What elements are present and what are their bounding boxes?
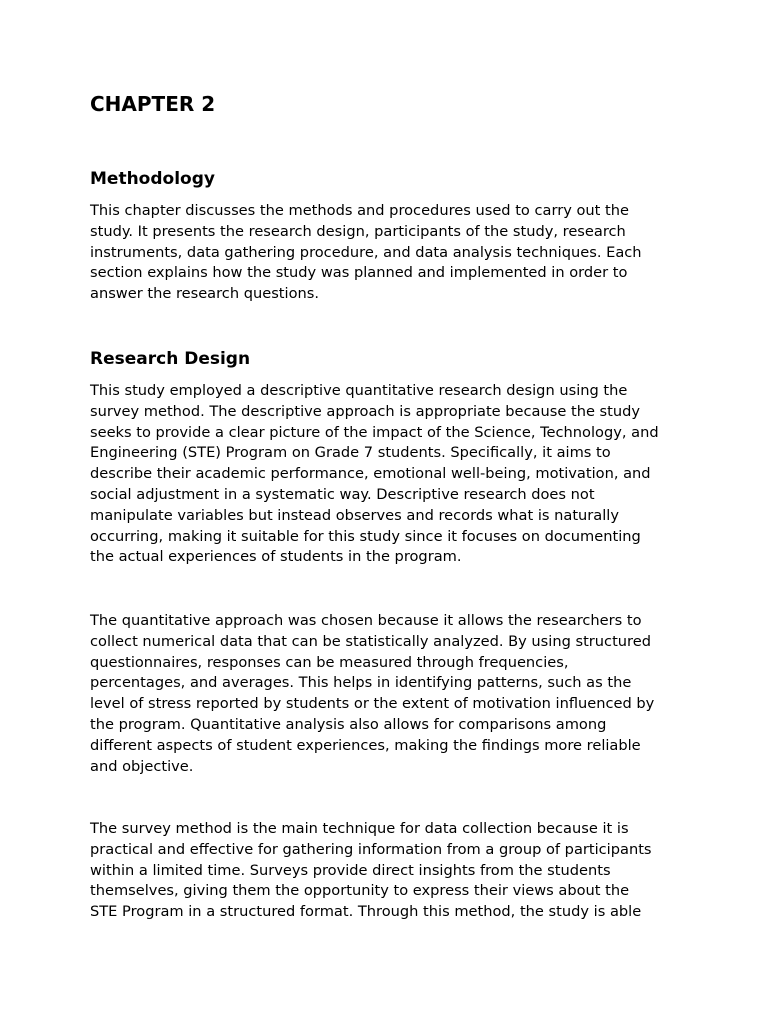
text-line: questionnaires, responses can be measured through frequencies, [90,653,569,671]
text-line: study. It presents the research design, participants of the study, research [90,222,626,240]
text-line: STE Program in a structured format. Through this method, the study is able [90,903,642,921]
research-design-paragraph-3 [90,819,690,923]
text-line: themselves, giving them the opportunity to express their views about the [90,882,630,900]
text-line: within a limited time. Surveys provide direct insights from the students [90,861,611,879]
text-line: The quantitative approach was chosen because it allows the researchers to [90,612,642,629]
text-line: the actual experiences of students in the program. [90,548,462,566]
text-line: social adjustment in a systematic way. Descriptive research does not [90,485,595,503]
text-line: describe their academic performance, emotional well-being, motivation, and [90,465,651,483]
text-line: level of stress reported by students or the extent of motivation influenced by [90,695,655,713]
text-line: manipulate variables but instead observes and records what is naturally [90,506,619,524]
text-line: survey method. The descriptive approach is appropriate because the study [90,402,641,420]
text-line: percentages, and averages. This helps in identifying patterns, such as the [90,674,632,692]
text-line: different aspects of student experiences, making the findings more reliable [90,736,641,754]
text-line: occurring, making it suitable for this study since it focuses on documenting [90,527,641,545]
text-line: This chapter discusses the methods and procedures used to carry out the [90,202,629,219]
text-line: practical and effective for gathering information from a group of participants [90,840,652,858]
text-line: collect numerical data that can be statistically analyzed. By using structured [90,632,651,650]
text-line: The survey method is the main technique for data collection because it is [90,820,629,837]
text-line: instruments, data gathering procedure, and data analysis techniques. Each [90,243,642,261]
chapter-title: CHAPTER 2 [90,92,216,116]
methodology-paragraph [90,201,690,305]
text-line: answer the research questions. [90,285,320,303]
text-line: and objective. [90,757,194,775]
text-line: Engineering (STE) Program on Grade 7 students. Specifically, it aims to [90,444,611,462]
text-line: the program. Quantitative analysis also allows for comparisons among [90,715,607,733]
research-design-paragraph-1 [90,381,690,568]
text-line: This study employed a descriptive quantitative research design using the [90,382,628,399]
text-line: section explains how the study was planned and implemented in order to [90,264,628,282]
text-line: seeks to provide a clear picture of the impact of the Science, Technology, and [90,423,659,441]
section-heading-research-design: Research Design [90,349,251,369]
section-heading-methodology: Methodology [90,169,215,189]
research-design-paragraph-2 [90,611,690,777]
